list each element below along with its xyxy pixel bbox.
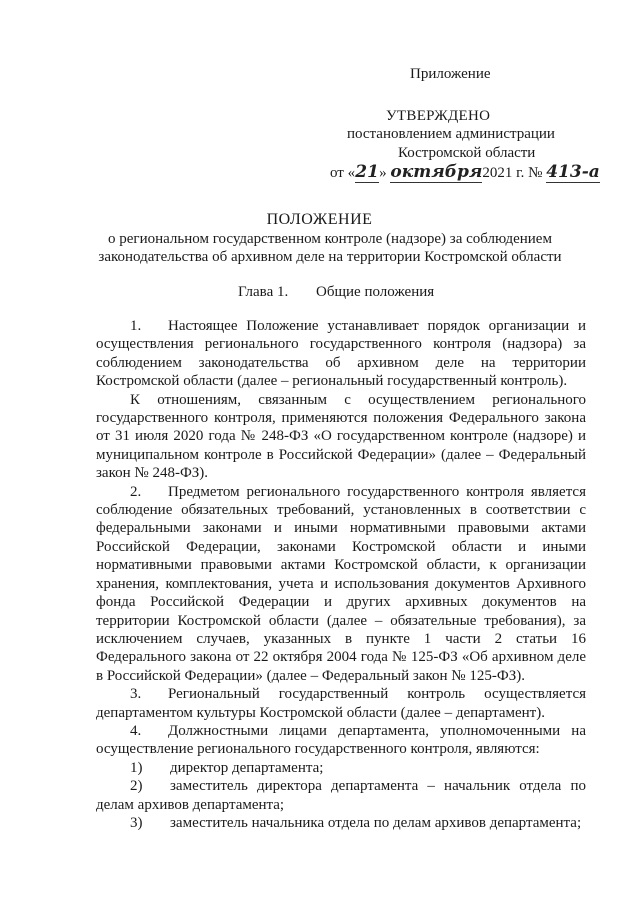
paragraph-number: 3. xyxy=(130,686,142,703)
date-mid: » xyxy=(379,165,387,181)
date-month-handwritten: октября xyxy=(390,162,483,182)
decree-number-handwritten: 413-а xyxy=(546,162,600,182)
paragraph-text: Настоящее Положение устанавливает порядок организации и осуществления регионального государственного контроля (надзора) за соблюдением законодательства об архивном деле на территории Костромской области (далее – региональный государственный контроль). xyxy=(96,318,586,390)
appendix-label: Приложение xyxy=(410,66,491,82)
list-item-number: 3) xyxy=(130,814,143,831)
paragraph xyxy=(96,483,586,685)
paragraph xyxy=(96,317,586,391)
document-body xyxy=(96,317,586,832)
list-item xyxy=(96,759,586,777)
chapter-number: Глава 1. xyxy=(238,284,289,300)
date-prefix: от « xyxy=(330,165,356,181)
paragraph-text: Должностными лицами департамента, уполномоченными на осуществление регионального государственного контроля, являются: xyxy=(96,722,586,758)
paragraph-text: Региональный государственный контроль осуществляется департаментом культуры Костромской области (далее – департамент). xyxy=(96,686,586,721)
decree-line-1: постановлением администрации xyxy=(347,126,555,142)
list-item-text: директор департамента; xyxy=(170,759,324,776)
document-title: ПОЛОЖЕНИЕ xyxy=(266,211,373,228)
paragraph-text: Предметом регионального государственного контроля является соблюдение обязательных требований, установленных в соответствии с федеральными законами и иными нормативными правовыми актами Российской Федерации, законами Костромской области и иными нормативными правовыми актами Костромской области, к организации хранения, комплектования, учета и использования документов Архивного фонда Российской Федерации и других архивных документов на территории Костромской области (далее – обязательные требования), за исключением случаев, указанных в пункте 1 части 2 статьи 16 Федерального закона от 22 октября 2004 года № 125-ФЗ «Об архивном деле в Российской Федерации» (далее – Федеральный закон № 125-ФЗ). xyxy=(96,483,586,684)
list-item-number: 1) xyxy=(130,759,143,776)
paragraph xyxy=(96,685,586,722)
list-item xyxy=(96,814,586,832)
list-item-text: заместитель директора департамента – начальник отдела по делам архивов департамента; xyxy=(96,778,586,813)
paragraph-number: 2. xyxy=(130,483,142,500)
paragraph xyxy=(96,722,586,759)
paragraph-text: К отношениям, связанным с осуществлением регионального государственного контроля, применяются положения Федерального закона от 31 июля 2020 года № 248-ФЗ «О государственном контроле (надзоре) и муниципальном контроле в Российской Федерации» (далее – Федеральный закон № 248-ФЗ). xyxy=(96,391,586,482)
paragraph-number: 4. xyxy=(130,722,142,739)
list-item-number: 2) xyxy=(130,778,143,795)
decree-line-2: Костромской области xyxy=(398,145,536,161)
chapter-name: Общие положения xyxy=(316,284,435,300)
date-year: 2021 г. № xyxy=(482,165,543,181)
decree-date-line xyxy=(330,162,600,183)
list-item xyxy=(96,777,586,814)
list-item-text: заместитель начальника отдела по делам архивов департамента; xyxy=(170,814,582,831)
paragraph-number: 1. xyxy=(130,318,142,334)
document-subtitle: о региональном государственном контроле (надзоре) за соблюдением законодательства об архивном деле на территории Костромской области xyxy=(98,231,562,265)
date-day-handwritten: 21 xyxy=(355,162,379,182)
paragraph xyxy=(96,391,586,483)
chapter-heading xyxy=(238,284,434,301)
approved-label: УТВЕРЖДЕНО xyxy=(386,108,491,124)
